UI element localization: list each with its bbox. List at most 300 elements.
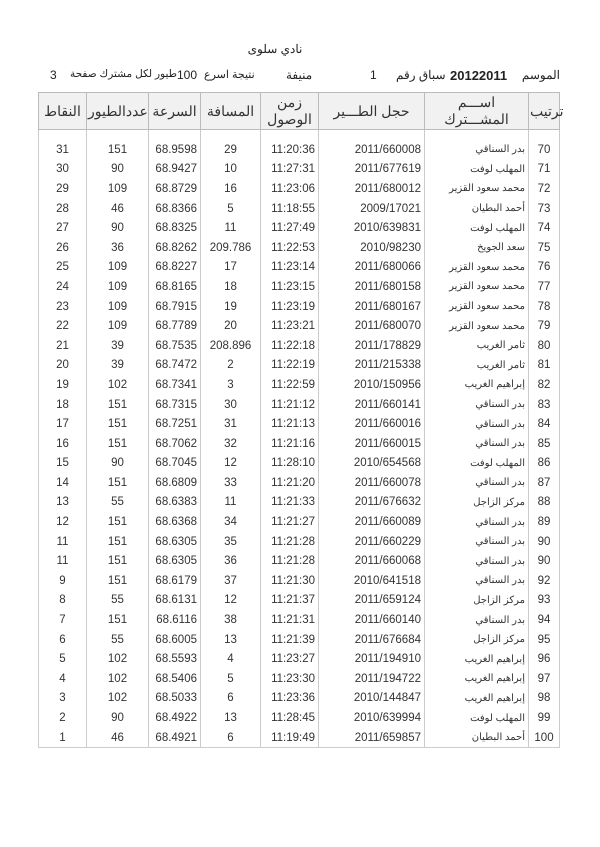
cell-bird-count: 151	[87, 395, 149, 415]
cell-arrival-time: 11:22:53	[261, 238, 319, 258]
cell-distance: 6	[201, 689, 261, 709]
results-table	[38, 92, 564, 748]
cell-rank: 72	[529, 179, 560, 199]
column-header-rank: ترتيب	[529, 93, 560, 130]
table-row	[39, 140, 560, 160]
cell-ring-number: 2011/676684	[319, 630, 425, 650]
cell-distance: 35	[201, 532, 261, 552]
cell-speed: 68.7915	[149, 297, 201, 317]
cell-member-name: المهلب لوفت	[425, 708, 529, 728]
cell-ring-number: 2011/660015	[319, 434, 425, 454]
cell-distance: 31	[201, 414, 261, 434]
cell-points: 14	[39, 473, 87, 493]
cell-rank: 85	[529, 434, 560, 454]
cell-points: 28	[39, 199, 87, 219]
cell-bird-count: 90	[87, 160, 149, 180]
cell-arrival-time: 11:18:55	[261, 199, 319, 219]
cell-distance: 12	[201, 454, 261, 474]
club-name: نادي سلوى	[247, 42, 303, 56]
cell-member-name: محمد سعود القزير	[425, 277, 529, 297]
cell-points: 18	[39, 395, 87, 415]
cell-ring-number: 2011/659857	[319, 728, 425, 748]
cell-speed: 68.7251	[149, 414, 201, 434]
cell-points: 2	[39, 708, 87, 728]
cell-ring-number: 2010/98230	[319, 238, 425, 258]
cell-ring-number: 2011/194722	[319, 669, 425, 689]
cell-bird-count: 102	[87, 669, 149, 689]
cell-rank: 89	[529, 512, 560, 532]
cell-arrival-time: 11:27:49	[261, 218, 319, 238]
cell-arrival-time: 11:23:15	[261, 277, 319, 297]
cell-bird-count: 46	[87, 199, 149, 219]
cell-member-name: أحمد البطيان	[425, 728, 529, 748]
cell-ring-number: 2011/680167	[319, 297, 425, 317]
cell-ring-number: 2010/639831	[319, 218, 425, 238]
cell-distance: 2	[201, 356, 261, 376]
cell-ring-number: 2011/215338	[319, 356, 425, 376]
cell-points: 31	[39, 140, 87, 160]
cell-distance: 208.896	[201, 336, 261, 356]
table-row	[39, 356, 560, 376]
cell-points: 24	[39, 277, 87, 297]
cell-speed: 68.6305	[149, 532, 201, 552]
cell-distance: 17	[201, 258, 261, 278]
cell-speed: 68.5033	[149, 689, 201, 709]
cell-member-name: المهلب لوفت	[425, 218, 529, 238]
cell-bird-count: 39	[87, 336, 149, 356]
cell-points: 1	[39, 728, 87, 748]
cell-distance: 5	[201, 669, 261, 689]
spacer-cell	[425, 130, 529, 141]
cell-distance: 13	[201, 708, 261, 728]
cell-bird-count: 55	[87, 493, 149, 513]
cell-distance: 3	[201, 375, 261, 395]
cell-arrival-time: 11:21:27	[261, 512, 319, 532]
page-number: 3	[50, 68, 57, 82]
cell-distance: 29	[201, 140, 261, 160]
cell-rank: 87	[529, 473, 560, 493]
cell-distance: 5	[201, 199, 261, 219]
spacer-cell	[149, 130, 201, 141]
cell-ring-number: 2011/660008	[319, 140, 425, 160]
cell-ring-number: 2011/680070	[319, 316, 425, 336]
cell-rank: 93	[529, 591, 560, 611]
cell-points: 11	[39, 532, 87, 552]
cell-member-name: بدر السناقي	[425, 571, 529, 591]
cell-arrival-time: 11:28:45	[261, 708, 319, 728]
cell-member-name: سعد الجويخ	[425, 238, 529, 258]
cell-arrival-time: 11:21:13	[261, 414, 319, 434]
cell-arrival-time: 11:27:31	[261, 160, 319, 180]
cell-rank: 77	[529, 277, 560, 297]
cell-member-name: بدر السناقي	[425, 551, 529, 571]
cell-speed: 68.9427	[149, 160, 201, 180]
cell-member-name: إبراهيم الغريب	[425, 649, 529, 669]
cell-speed: 68.6383	[149, 493, 201, 513]
cell-points: 4	[39, 669, 87, 689]
cell-distance: 209.786	[201, 238, 261, 258]
cell-speed: 68.6179	[149, 571, 201, 591]
table-row	[39, 160, 560, 180]
cell-arrival-time: 11:23:06	[261, 179, 319, 199]
cell-arrival-time: 11:22:19	[261, 356, 319, 376]
cell-points: 25	[39, 258, 87, 278]
table-row	[39, 297, 560, 317]
cell-arrival-time: 11:21:28	[261, 551, 319, 571]
cell-arrival-time: 11:22:18	[261, 336, 319, 356]
cell-bird-count: 102	[87, 649, 149, 669]
table-row	[39, 728, 560, 748]
cell-speed: 68.4922	[149, 708, 201, 728]
cell-ring-number: 2010/150956	[319, 375, 425, 395]
cell-speed: 68.5406	[149, 669, 201, 689]
cell-bird-count: 90	[87, 454, 149, 474]
cell-rank: 75	[529, 238, 560, 258]
cell-distance: 13	[201, 630, 261, 650]
cell-member-name: محمد سعود القزير	[425, 179, 529, 199]
table-row	[39, 493, 560, 513]
cell-member-name: مركز الزاجل	[425, 591, 529, 611]
table-row	[39, 551, 560, 571]
cell-distance: 11	[201, 218, 261, 238]
table-row	[39, 434, 560, 454]
table-row	[39, 414, 560, 434]
cell-arrival-time: 11:21:33	[261, 493, 319, 513]
table-row	[39, 532, 560, 552]
spacer-cell	[201, 130, 261, 141]
cell-member-name: بدر السناقي	[425, 512, 529, 532]
cell-points: 8	[39, 591, 87, 611]
cell-member-name: أحمد البطيان	[425, 199, 529, 219]
cell-points: 15	[39, 454, 87, 474]
spacer-cell	[87, 130, 149, 141]
cell-points: 16	[39, 434, 87, 454]
cell-arrival-time: 11:23:21	[261, 316, 319, 336]
cell-points: 13	[39, 493, 87, 513]
cell-rank: 86	[529, 454, 560, 474]
cell-bird-count: 39	[87, 356, 149, 376]
cell-bird-count: 55	[87, 591, 149, 611]
cell-ring-number: 2010/641518	[319, 571, 425, 591]
table-row	[39, 689, 560, 709]
cell-distance: 37	[201, 571, 261, 591]
table-row	[39, 473, 560, 493]
cell-member-name: محمد سعود القزير	[425, 297, 529, 317]
cell-arrival-time: 11:21:39	[261, 630, 319, 650]
cell-distance: 32	[201, 434, 261, 454]
cell-rank: 78	[529, 297, 560, 317]
cell-speed: 68.9598	[149, 140, 201, 160]
cell-points: 7	[39, 610, 87, 630]
cell-distance: 33	[201, 473, 261, 493]
cell-ring-number: 2011/680158	[319, 277, 425, 297]
table-row	[39, 218, 560, 238]
cell-rank: 95	[529, 630, 560, 650]
cell-speed: 68.6116	[149, 610, 201, 630]
table-row	[39, 395, 560, 415]
cell-bird-count: 151	[87, 532, 149, 552]
cell-distance: 36	[201, 551, 261, 571]
cell-member-name: ثامر الغريب	[425, 336, 529, 356]
cell-arrival-time: 11:21:31	[261, 610, 319, 630]
cell-rank: 100	[529, 728, 560, 748]
cell-distance: 30	[201, 395, 261, 415]
cell-speed: 68.6305	[149, 551, 201, 571]
cell-member-name: بدر السناقي	[425, 414, 529, 434]
cell-points: 5	[39, 649, 87, 669]
cell-rank: 74	[529, 218, 560, 238]
cell-distance: 6	[201, 728, 261, 748]
cell-arrival-time: 11:21:37	[261, 591, 319, 611]
cell-arrival-time: 11:21:16	[261, 434, 319, 454]
cell-ring-number: 2009/17021	[319, 199, 425, 219]
cell-arrival-time: 11:22:59	[261, 375, 319, 395]
cell-bird-count: 90	[87, 708, 149, 728]
cell-bird-count: 109	[87, 316, 149, 336]
cell-speed: 68.7789	[149, 316, 201, 336]
cell-member-name: مركز الزاجل	[425, 630, 529, 650]
table-row	[39, 375, 560, 395]
cell-rank: 90	[529, 532, 560, 552]
cell-speed: 68.6809	[149, 473, 201, 493]
cell-speed: 68.8165	[149, 277, 201, 297]
cell-member-name: محمد سعود القزير	[425, 258, 529, 278]
cell-arrival-time: 11:21:12	[261, 395, 319, 415]
cell-points: 22	[39, 316, 87, 336]
cell-speed: 68.6368	[149, 512, 201, 532]
cell-speed: 68.7045	[149, 454, 201, 474]
cell-distance: 19	[201, 297, 261, 317]
column-header-points: النقاط	[39, 93, 87, 130]
cell-rank: 82	[529, 375, 560, 395]
birds-count: 100	[177, 68, 198, 82]
cell-points: 21	[39, 336, 87, 356]
table-row	[39, 571, 560, 591]
cell-ring-number: 2011/178829	[319, 336, 425, 356]
cell-bird-count: 151	[87, 551, 149, 571]
cell-speed: 68.4921	[149, 728, 201, 748]
cell-rank: 98	[529, 689, 560, 709]
cell-distance: 20	[201, 316, 261, 336]
cell-bird-count: 102	[87, 375, 149, 395]
cell-member-name: إبراهيم الغريب	[425, 669, 529, 689]
cell-speed: 68.7472	[149, 356, 201, 376]
cell-speed: 68.5593	[149, 649, 201, 669]
cell-rank: 99	[529, 708, 560, 728]
spacer-cell	[39, 130, 87, 141]
cell-member-name: بدر السناقي	[425, 434, 529, 454]
cell-rank: 70	[529, 140, 560, 160]
cell-rank: 76	[529, 258, 560, 278]
cell-rank: 94	[529, 610, 560, 630]
column-header-distance: المسافة	[201, 93, 261, 130]
cell-rank: 97	[529, 669, 560, 689]
cell-bird-count: 55	[87, 630, 149, 650]
cell-speed: 68.7341	[149, 375, 201, 395]
cell-speed: 68.8325	[149, 218, 201, 238]
cell-points: 29	[39, 179, 87, 199]
cell-speed: 68.8729	[149, 179, 201, 199]
cell-speed: 68.7315	[149, 395, 201, 415]
cell-bird-count: 90	[87, 218, 149, 238]
table-row	[39, 238, 560, 258]
column-header-member-name: اســـم المشـــترك	[425, 93, 529, 130]
cell-rank: 90	[529, 551, 560, 571]
cell-ring-number: 2011/680066	[319, 258, 425, 278]
cell-points: 23	[39, 297, 87, 317]
cell-ring-number: 2010/654568	[319, 454, 425, 474]
cell-arrival-time: 11:23:27	[261, 649, 319, 669]
cell-member-name: بدر السناقي	[425, 610, 529, 630]
cell-ring-number: 2011/660068	[319, 551, 425, 571]
cell-ring-number: 2011/660141	[319, 395, 425, 415]
cell-bird-count: 151	[87, 610, 149, 630]
spacer-row	[39, 130, 560, 141]
cell-bird-count: 109	[87, 297, 149, 317]
cell-member-name: بدر السناقي	[425, 473, 529, 493]
cell-arrival-time: 11:23:30	[261, 669, 319, 689]
table-row	[39, 277, 560, 297]
cell-bird-count: 46	[87, 728, 149, 748]
cell-rank: 73	[529, 199, 560, 219]
cell-ring-number: 2011/680012	[319, 179, 425, 199]
cell-points: 12	[39, 512, 87, 532]
race-location: منيفة	[286, 68, 313, 82]
column-header-speed: السرعة	[149, 93, 201, 130]
cell-bird-count: 151	[87, 140, 149, 160]
cell-points: 6	[39, 630, 87, 650]
cell-member-name: المهلب لوفت	[425, 160, 529, 180]
cell-member-name: ثامر الغريب	[425, 356, 529, 376]
table-row	[39, 258, 560, 278]
cell-speed: 68.7535	[149, 336, 201, 356]
cell-rank: 88	[529, 493, 560, 513]
cell-points: 27	[39, 218, 87, 238]
cell-member-name: محمد سعود القزير	[425, 316, 529, 336]
cell-ring-number: 2011/660140	[319, 610, 425, 630]
cell-points: 26	[39, 238, 87, 258]
cell-ring-number: 2011/660229	[319, 532, 425, 552]
cell-distance: 10	[201, 160, 261, 180]
spacer-cell	[319, 130, 425, 141]
table-row	[39, 336, 560, 356]
cell-points: 9	[39, 571, 87, 591]
table-row	[39, 454, 560, 474]
cell-rank: 92	[529, 571, 560, 591]
cell-member-name: إبراهيم الغريب	[425, 689, 529, 709]
cell-speed: 68.6005	[149, 630, 201, 650]
cell-bird-count: 36	[87, 238, 149, 258]
cell-bird-count: 151	[87, 434, 149, 454]
cell-distance: 11	[201, 493, 261, 513]
cell-arrival-time: 11:20:36	[261, 140, 319, 160]
cell-ring-number: 2011/660078	[319, 473, 425, 493]
cell-bird-count: 151	[87, 414, 149, 434]
per-member-label: طيور لكل مشترك صفحة	[70, 68, 177, 80]
cell-ring-number: 2011/660089	[319, 512, 425, 532]
cell-ring-number: 2011/660016	[319, 414, 425, 434]
cell-arrival-time: 11:21:28	[261, 532, 319, 552]
cell-bird-count: 151	[87, 571, 149, 591]
cell-arrival-time: 11:21:20	[261, 473, 319, 493]
cell-rank: 71	[529, 160, 560, 180]
cell-rank: 84	[529, 414, 560, 434]
table-row	[39, 591, 560, 611]
cell-distance: 18	[201, 277, 261, 297]
cell-bird-count: 102	[87, 689, 149, 709]
cell-speed: 68.7062	[149, 434, 201, 454]
cell-arrival-time: 11:23:19	[261, 297, 319, 317]
cell-distance: 4	[201, 649, 261, 669]
cell-points: 17	[39, 414, 87, 434]
table-header	[39, 93, 560, 130]
cell-arrival-time: 11:21:30	[261, 571, 319, 591]
spacer-cell	[261, 130, 319, 141]
race-number: 1	[370, 68, 377, 82]
cell-bird-count: 151	[87, 512, 149, 532]
table-row	[39, 708, 560, 728]
cell-distance: 12	[201, 591, 261, 611]
cell-rank: 83	[529, 395, 560, 415]
table-row	[39, 649, 560, 669]
cell-member-name: مركز الزاجل	[425, 493, 529, 513]
table-row	[39, 630, 560, 650]
cell-arrival-time: 11:23:36	[261, 689, 319, 709]
table-row	[39, 610, 560, 630]
cell-member-name: بدر السناقي	[425, 140, 529, 160]
cell-member-name: إبراهيم الغريب	[425, 375, 529, 395]
cell-rank: 79	[529, 316, 560, 336]
cell-speed: 68.6131	[149, 591, 201, 611]
cell-ring-number: 2011/659124	[319, 591, 425, 611]
cell-member-name: المهلب لوفت	[425, 454, 529, 474]
cell-points: 30	[39, 160, 87, 180]
cell-points: 11	[39, 551, 87, 571]
cell-ring-number: 2011/194910	[319, 649, 425, 669]
cell-arrival-time: 11:19:49	[261, 728, 319, 748]
table-row	[39, 179, 560, 199]
cell-ring-number: 2011/676632	[319, 493, 425, 513]
column-header-ring-number: حجل الطـــير	[319, 93, 425, 130]
table-row	[39, 316, 560, 336]
column-header-bird-count: عددالطيور	[87, 93, 149, 130]
cell-member-name: بدر السناقي	[425, 532, 529, 552]
cell-bird-count: 109	[87, 179, 149, 199]
cell-bird-count: 109	[87, 277, 149, 297]
cell-speed: 68.8262	[149, 238, 201, 258]
cell-ring-number: 2011/677619	[319, 160, 425, 180]
cell-points: 3	[39, 689, 87, 709]
result-label: نتيجة اسرع	[204, 69, 255, 81]
cell-rank: 96	[529, 649, 560, 669]
season-label: الموسم	[521, 68, 560, 82]
cell-member-name: بدر السناقي	[425, 395, 529, 415]
table-row	[39, 512, 560, 532]
season-value: 20122011	[450, 68, 508, 83]
cell-arrival-time: 11:23:14	[261, 258, 319, 278]
cell-arrival-time: 11:28:10	[261, 454, 319, 474]
cell-points: 19	[39, 375, 87, 395]
cell-distance: 16	[201, 179, 261, 199]
race-label: سباق رقم	[396, 68, 446, 82]
cell-distance: 34	[201, 512, 261, 532]
cell-bird-count: 151	[87, 473, 149, 493]
cell-points: 20	[39, 356, 87, 376]
cell-rank: 80	[529, 336, 560, 356]
cell-rank: 81	[529, 356, 560, 376]
table-row	[39, 669, 560, 689]
spacer-cell	[529, 130, 560, 141]
